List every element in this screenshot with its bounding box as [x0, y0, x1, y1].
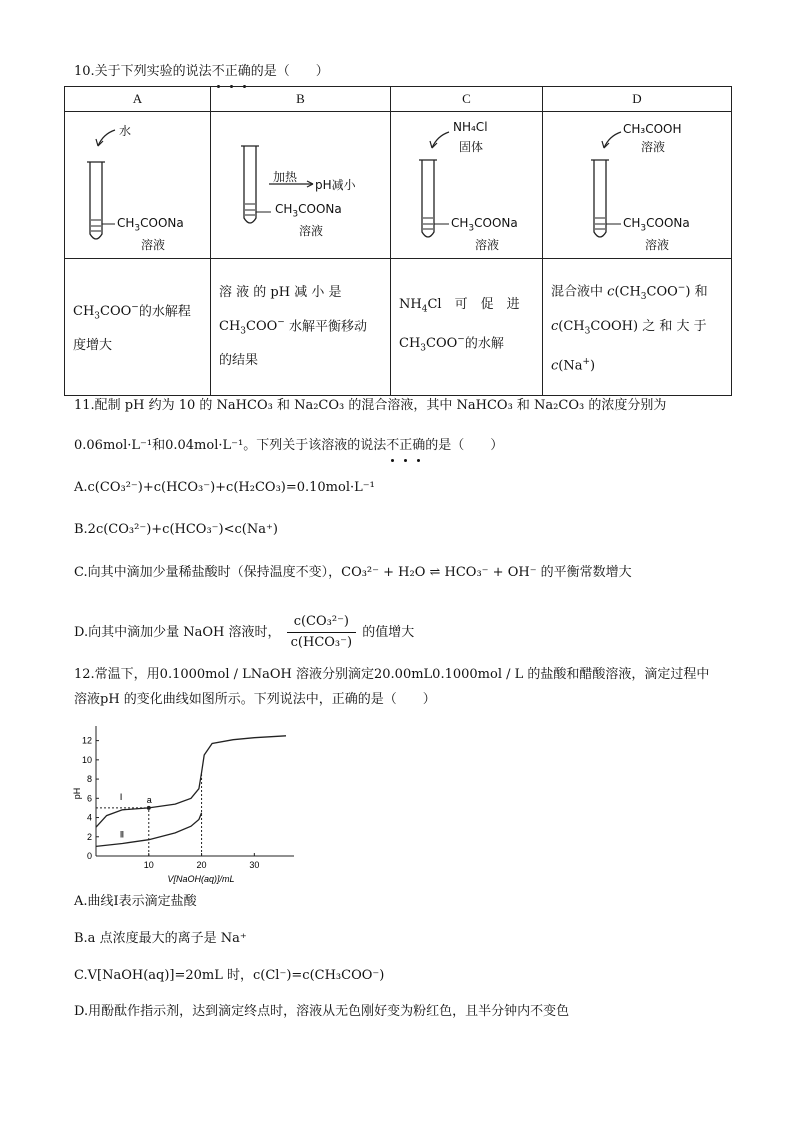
test-tube-a-icon: [65, 112, 211, 258]
titration-chart: [70, 726, 300, 886]
ch3coona-label: $CH_3COONa$: [623, 216, 690, 234]
emphasis-not-correct: 不正确: [212, 64, 251, 79]
header-a: A: [65, 87, 211, 112]
q11-option-b[interactable]: B.2c(CO₃²⁻)+c(HCO₃⁻)<c(Na⁺): [74, 522, 278, 537]
series-line-1: [96, 736, 286, 827]
q11-option-d[interactable]: D.向其中滴加少量 NaOH 溶液时， c(CO₃²⁻) c(HCO₃⁻) 的值增大: [74, 612, 414, 653]
option-d-text: 混合液中 $c(CH_3COO^-)$ 和 $c(CH_3COOH)$ 之 和 大 于 c(Na+): [543, 259, 732, 396]
ch3coona-label: $CH_3COONa$: [275, 202, 342, 220]
y-tick-label: 4: [86, 812, 92, 823]
point-a-label: a: [146, 794, 152, 805]
q12-option-c[interactable]: C.V[NaOH(aq)]=20mL 时，c(Cl⁻)=c(CH₃COO⁻): [74, 968, 385, 983]
option-b-text: 溶 液 的 pH 减 小 是 $CH_3COO^-$ 水解平衡移动 的结果: [211, 259, 391, 396]
x-tick-label: 30: [249, 860, 260, 870]
header-b: B: [211, 87, 391, 112]
series-label-2: Ⅱ: [119, 829, 125, 840]
ch3coona-label: $CH_3COONa$: [451, 216, 518, 234]
y-tick-label: 10: [81, 754, 92, 765]
q11-option-c[interactable]: C.向其中滴加少量稀盐酸时（保持温度不变），CO₃²⁻ + H₂O ⇌ HCO₃⁻ + OH⁻ 的平衡常数增大: [74, 565, 632, 580]
fraction: c(CO₃²⁻) c(HCO₃⁻): [287, 612, 356, 653]
q12-line1: 12.常温下，用0.1000mol / LNaOH 溶液分别滴定20.00mL0.1000mol / L 的盐酸和醋酸溶液，滴定过程中: [74, 667, 710, 682]
x-tick-label: 20: [196, 860, 207, 870]
q12-option-d[interactable]: D.用酚酞作指示剂，达到滴定终点时，溶液从无色刚好变为粉红色，且半分钟内不变色: [74, 1004, 570, 1019]
experiment-table: [64, 86, 732, 396]
x-axis-label: V[NaOH(aq)]/mL: [167, 874, 235, 884]
ch3coona-label: $CH_3COONa$: [117, 216, 184, 234]
series-label-1: Ⅰ: [119, 792, 123, 803]
formula-acetate: $CH_3COO^-$: [219, 317, 285, 337]
q12-line2: 溶液pH 的变化曲线如图所示。下列说法中，正确的是（ ）: [74, 692, 436, 707]
y-tick-label: 12: [81, 735, 92, 746]
formula-acetate: $CH_3COO^-$: [73, 302, 139, 322]
header-d: D: [543, 87, 732, 112]
figure-c: NH₄Cl 固体 $CH_3COONa$ 溶液: [391, 112, 543, 259]
q12-option-b[interactable]: B.a 点浓度最大的离子是 Na⁺: [74, 931, 247, 946]
y-tick-label: 8: [86, 774, 92, 785]
y-axis-label: pH: [72, 787, 82, 800]
y-tick-label: 6: [86, 793, 92, 804]
figure-b: 加热 pH减小 $CH_3COONa$ 溶液: [211, 112, 391, 259]
series-line-2: [96, 813, 202, 847]
option-a-text: $CH_3COO^-$的水解程 度增大: [65, 259, 211, 396]
q12-option-a[interactable]: A.曲线Ⅰ表示滴定盐酸: [74, 894, 197, 909]
formula-acetate: $CH_3COO^-$: [399, 334, 465, 354]
figure-a: 水 $CH_3COONa$ 溶液: [65, 112, 211, 259]
y-tick-label: 2: [86, 831, 92, 842]
q11-line1: 11.配制 pH 约为 10 的 NaHCO₃ 和 Na₂CO₃ 的混合溶液，其中 NaHCO₃ 和 Na₂CO₃ 的浓度分别为: [74, 398, 667, 413]
header-c: C: [391, 87, 543, 112]
point-a: [147, 806, 151, 810]
y-tick-label: 0: [86, 851, 92, 861]
x-tick-label: 10: [143, 860, 154, 870]
figure-d: CH₃COOH 溶液 $CH_3COONa$ 溶液: [543, 112, 732, 259]
q10-stem: 10.关于下列实验的说法不正确的是（ ）: [74, 62, 329, 82]
q11-option-a[interactable]: A.c(CO₃²⁻)+c(HCO₃⁻)+c(H₂CO₃)=0.10mol·L⁻¹: [74, 480, 375, 495]
q11-line2: 0.06mol·L⁻¹和0.04mol·L⁻¹。下列关于该溶液的说法不正确的是（ ）: [74, 436, 503, 456]
formula-nh4cl: $NH_4Cl$: [399, 297, 455, 315]
option-c-text: $NH_4Cl$ 可 促 进 $CH_3COO^-$的水解: [391, 259, 543, 396]
